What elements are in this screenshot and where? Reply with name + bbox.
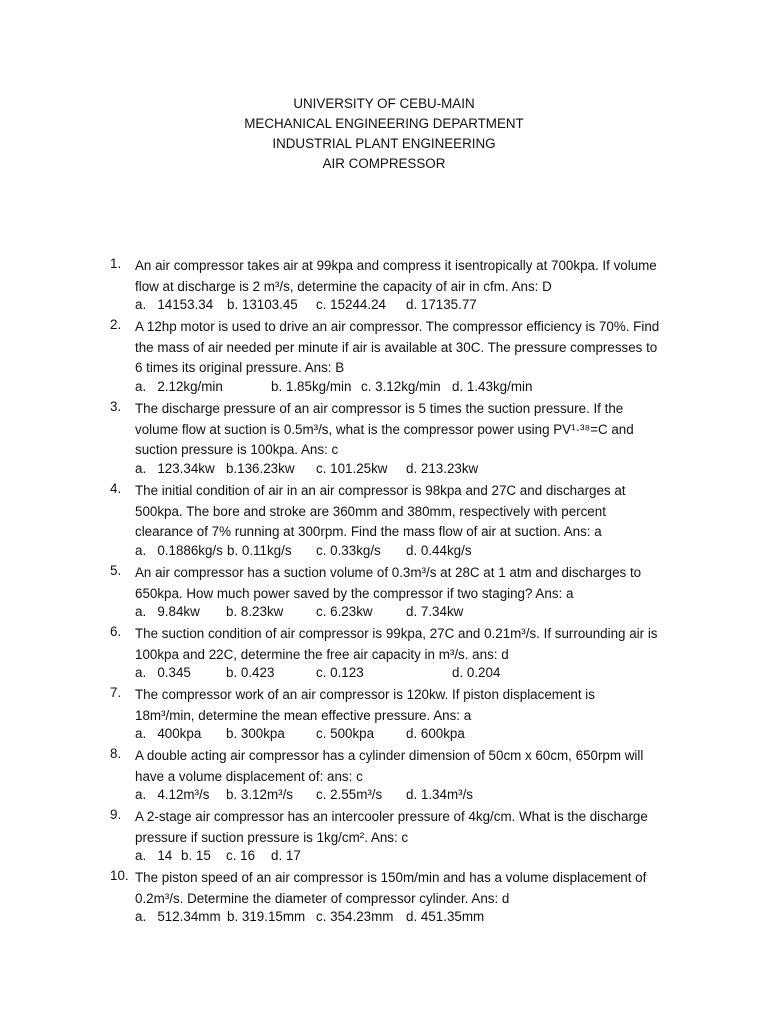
- answer-option: a. 14153.34: [135, 297, 214, 312]
- question-text-line: clearance of 7% running at 300rpm. Find the mass flow of air at suction. Ans: a: [135, 524, 602, 539]
- university-name: UNIVERSITY OF CEBU-MAIN: [293, 96, 475, 111]
- question-number: 8.: [110, 746, 122, 761]
- answer-option: d. 17: [271, 848, 301, 863]
- question-text-line: 6 times its original pressure. Ans: B: [135, 360, 345, 375]
- question-number: 5.: [110, 563, 122, 578]
- answer-option: b. 1.85kg/min: [271, 378, 352, 394]
- question-text-line: 0.2m³/s. Determine the diameter of compressor cylinder. Ans: d: [135, 890, 510, 906]
- answer-option: c. 0.123: [316, 665, 364, 680]
- answer-option: d. 7.34kw: [406, 604, 464, 619]
- question-text-line: The discharge pressure of an air compressor is 5 times the suction pressure. If the: [135, 401, 624, 416]
- question-text-line: A 12hp motor is used to drive an air compressor. The compressor efficiency is 70%. Find: [135, 319, 660, 334]
- question-text-line: An air compressor takes air at 99kpa and compress it isentropically at 700kpa. If volume: [135, 258, 657, 273]
- answer-option: d. 451.35mm: [406, 909, 485, 924]
- question-number: 2.: [110, 317, 122, 332]
- answer-option: b. 300kpa: [226, 726, 285, 741]
- question-text-line: 100kpa and 22C, determine the free air capacity in m³/s. ans: d: [135, 646, 509, 662]
- answer-option: c. 3.12kg/min: [361, 378, 441, 394]
- question-text-line: An air compressor has a suction volume of 0.3m³/s at 28C at 1 atm and discharges to: [135, 565, 642, 580]
- answer-option: b. 0.423: [226, 665, 275, 680]
- answer-option: b. 8.23kw: [226, 604, 284, 619]
- question-text-line: 650kpa. How much power saved by the compressor if two staging? Ans: a: [135, 585, 574, 601]
- question-text-line: pressure if suction pressure is 1kg/cm². Ans: c: [135, 829, 409, 845]
- answer-option: c. 15244.24: [316, 297, 386, 312]
- question-text-line: The piston speed of an air compressor is 150m/min and has a volume displacement of: [135, 870, 647, 885]
- question-text-line: flow at discharge is 2 m³/s, determine the capacity of air in cfm. Ans: D: [135, 278, 552, 294]
- answer-option: a. 0.345: [135, 665, 191, 680]
- answer-option: c. 101.25kw: [316, 460, 388, 476]
- question-number: 10.: [110, 868, 129, 883]
- question-text-line: have a volume displacement of: ans: c: [135, 768, 363, 784]
- topic-title: AIR COMPRESSOR: [322, 156, 446, 171]
- answer-option: a. 9.84kw: [135, 604, 200, 619]
- question-number: 3.: [110, 399, 122, 414]
- question-text-line: The suction condition of air compressor is 99kpa, 27C and 0.21m³/s. If surrounding air is: [135, 626, 658, 641]
- answer-option: a. 4.12m³/s: [135, 787, 210, 802]
- answer-option: a. 400kpa: [135, 726, 202, 741]
- question-text-line: volume flow at suction is 0.5m³/s, what is the compressor power using PV¹·³⁸=C and: [135, 421, 634, 437]
- answer-option: c. 0.33kg/s: [316, 542, 381, 558]
- answer-option: d. 0.204: [452, 665, 501, 680]
- question-number: 9.: [110, 807, 122, 822]
- question-text-line: A 2-stage air compressor has an intercooler pressure of 4kg/cm. What is the discharge: [135, 809, 648, 824]
- department-name: MECHANICAL ENGINEERING DEPARTMENT: [244, 116, 524, 131]
- question-text-line: The compressor work of an air compressor is 120kw. If piston displacement is: [135, 687, 595, 702]
- answer-option: b. 13103.45: [227, 297, 298, 312]
- answer-option: a. 512.34mm: [135, 909, 221, 924]
- question-text-line: the mass of air needed per minute if air is available at 30C. The pressure compresses to: [135, 339, 658, 355]
- answer-option: c. 354.23mm: [316, 909, 394, 924]
- question-text-line: suction pressure is 100kpa. Ans: c: [135, 442, 339, 457]
- answer-option: b. 15: [181, 848, 211, 863]
- answer-option: a. 14: [135, 848, 173, 863]
- answer-option: c. 6.23kw: [316, 604, 373, 619]
- question-number: 7.: [110, 685, 122, 700]
- answer-option: d. 1.34m³/s: [406, 787, 473, 802]
- answer-option: a. 0.1886kg/s: [135, 542, 223, 558]
- question-text-line: The initial condition of air in an air compressor is 98kpa and 27C and discharges at: [135, 483, 626, 498]
- answer-option: c. 16: [226, 848, 256, 863]
- question-text-line: A double acting air compressor has a cylinder dimension of 50cm x 60cm, 650rpm will: [135, 748, 644, 763]
- answer-option: d. 17135.77: [406, 297, 477, 312]
- answer-option: c. 2.55m³/s: [316, 787, 383, 802]
- answer-option: a. 2.12kg/min: [135, 378, 223, 394]
- answer-option: b. 3.12m³/s: [226, 787, 293, 802]
- answer-option: d. 1.43kg/min: [452, 378, 533, 394]
- answer-option: d. 0.44kg/s: [406, 542, 472, 558]
- document-header: [0, 94, 768, 174]
- course-name: INDUSTRIAL PLANT ENGINEERING: [272, 136, 496, 151]
- answer-option: c. 500kpa: [316, 726, 375, 741]
- answer-option: b. 0.11kg/s: [227, 542, 292, 558]
- question-text-line: 500kpa. The bore and stroke are 360mm and 380mm, respectively with percent: [135, 503, 606, 519]
- question-number: 1.: [110, 256, 122, 271]
- question-text-line: 18m³/min, determine the mean effective pressure. Ans: a: [135, 707, 472, 723]
- answer-option: b.136.23kw: [226, 460, 295, 476]
- answer-option: d. 213.23kw: [406, 460, 479, 476]
- answer-option: a. 123.34kw: [135, 460, 215, 476]
- answer-option: b. 319.15mm: [227, 909, 306, 924]
- question-number: 6.: [110, 624, 122, 639]
- answer-option: d. 600kpa: [406, 726, 465, 741]
- question-number: 4.: [110, 481, 122, 496]
